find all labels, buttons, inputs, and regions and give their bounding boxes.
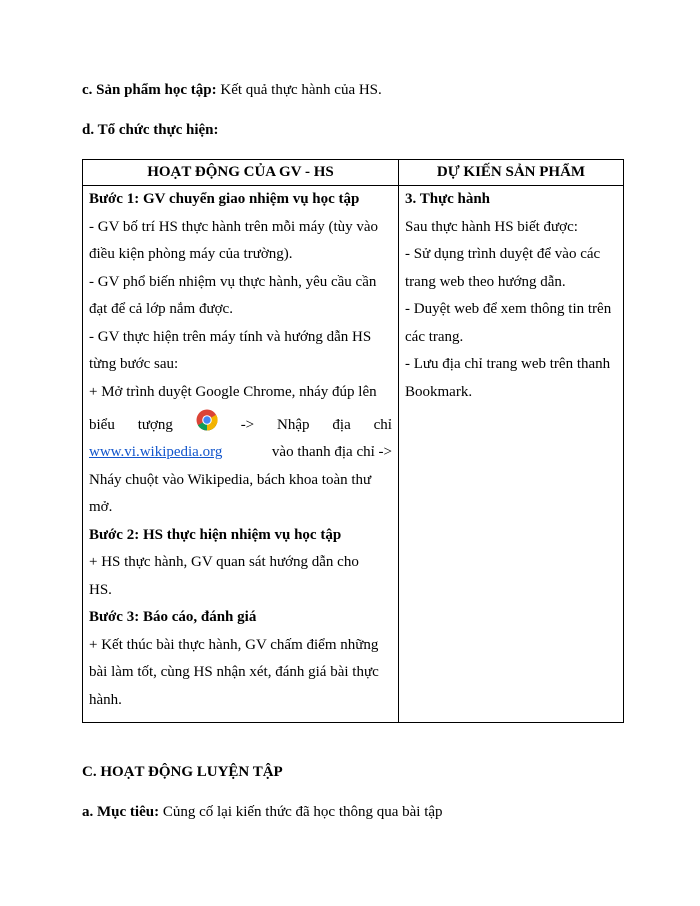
product-line: trang web theo hướng dẫn.	[405, 273, 566, 290]
step3-line	[89, 632, 392, 660]
product-cell	[399, 186, 624, 723]
step1-line	[89, 324, 392, 352]
header-teacher-student-activity: HOẠT ĐỘNG CỦA GV - HS	[83, 160, 399, 186]
text-line: + Mở trình duyệt Google Chrome, nháy đúp lên	[89, 383, 377, 400]
text-line: + HS thực hành, GV quan sát hướng dẫn cho	[89, 554, 359, 570]
product-line: - Sử dụng trình duyệt để vào các	[405, 246, 601, 262]
objective-line	[82, 804, 443, 821]
link-line-rest: vào thanh địa chỉ ->	[271, 444, 392, 460]
text-line: - GV phổ biến nhiệm vụ thực hành, yêu cầu cần	[89, 273, 377, 290]
chrome-icon	[196, 409, 218, 431]
text-line: - GV bố trí HS thực hành trên mỗi máy (tùy vào	[89, 218, 379, 235]
objective-text: Củng cố lại kiến thức đã học thông qua bài tập	[159, 804, 443, 820]
product-line: Sau thực hành HS biết được:	[405, 218, 578, 235]
activity-content	[89, 186, 392, 714]
link-line	[89, 439, 392, 467]
table-row	[83, 186, 624, 723]
word: Nhập	[277, 416, 310, 433]
text-line: bài làm tốt, cùng HS nhận xét, đánh giá bài thực	[89, 664, 379, 680]
word: ->	[240, 416, 255, 433]
text-line: - GV thực hiện trên máy tính và hướng dẫn HS	[89, 328, 372, 345]
product-line: - Lưu địa chỉ trang web trên thanh	[405, 356, 611, 372]
step2-title: Bước 2: HS thực hiện nhiệm vụ học tập	[89, 526, 342, 543]
header-expected-product: DỰ KIẾN SẢN PHẨM	[399, 160, 624, 186]
step1-line	[89, 467, 392, 495]
product-content	[405, 186, 617, 406]
practice-section-title: C. HOẠT ĐỘNG LUYỆN TẬP	[82, 764, 283, 780]
step1-line	[89, 269, 392, 297]
activity-table	[82, 159, 624, 723]
product-line: - Duyệt web để xem thông tin trên	[405, 301, 612, 317]
wikipedia-link[interactable]: www.vi.wikipedia.org	[89, 444, 223, 460]
product-label: c. Sản phẩm học tập:	[82, 82, 217, 98]
step1-title: Bước 1: GV chuyển giao nhiệm vụ học tập	[89, 191, 360, 207]
step3-line	[89, 659, 392, 687]
practice-title: 3. Thực hành	[405, 191, 491, 207]
product-line	[82, 82, 382, 99]
step1-line: mở.	[89, 499, 113, 515]
text-line: + Kết thúc bài thực hành, GV chấm điểm những	[89, 636, 379, 653]
product-text: Kết quả thực hành của HS.	[216, 82, 382, 98]
organization-heading: d. Tổ chức thực hiện:	[82, 122, 219, 138]
step2-line	[89, 549, 392, 577]
step3-title: Bước 3: Báo cáo, đánh giá	[89, 609, 257, 625]
product-line: các trang.	[405, 328, 464, 345]
step2-line: HS.	[89, 581, 112, 598]
objective-label: a. Mục tiêu:	[82, 804, 160, 820]
step3-line: hành.	[89, 691, 122, 708]
step1-line: đạt để cả lớp nắm được.	[89, 301, 233, 317]
step1-line: điều kiện phòng máy của trường).	[89, 246, 293, 262]
step1-line	[89, 379, 392, 407]
product-line: Bookmark.	[405, 383, 473, 400]
word: tượng	[137, 416, 173, 433]
word: biểu	[89, 416, 115, 433]
step1-line: từng bước sau:	[89, 356, 179, 372]
step1-line	[89, 214, 392, 242]
table-header-row	[83, 160, 624, 186]
activity-cell	[83, 186, 399, 723]
word: địa	[332, 416, 351, 433]
icon-line	[89, 406, 392, 439]
text-line: Nháy chuột vào Wikipedia, bách khoa toàn thư	[89, 471, 372, 488]
word: chỉ	[373, 416, 392, 433]
